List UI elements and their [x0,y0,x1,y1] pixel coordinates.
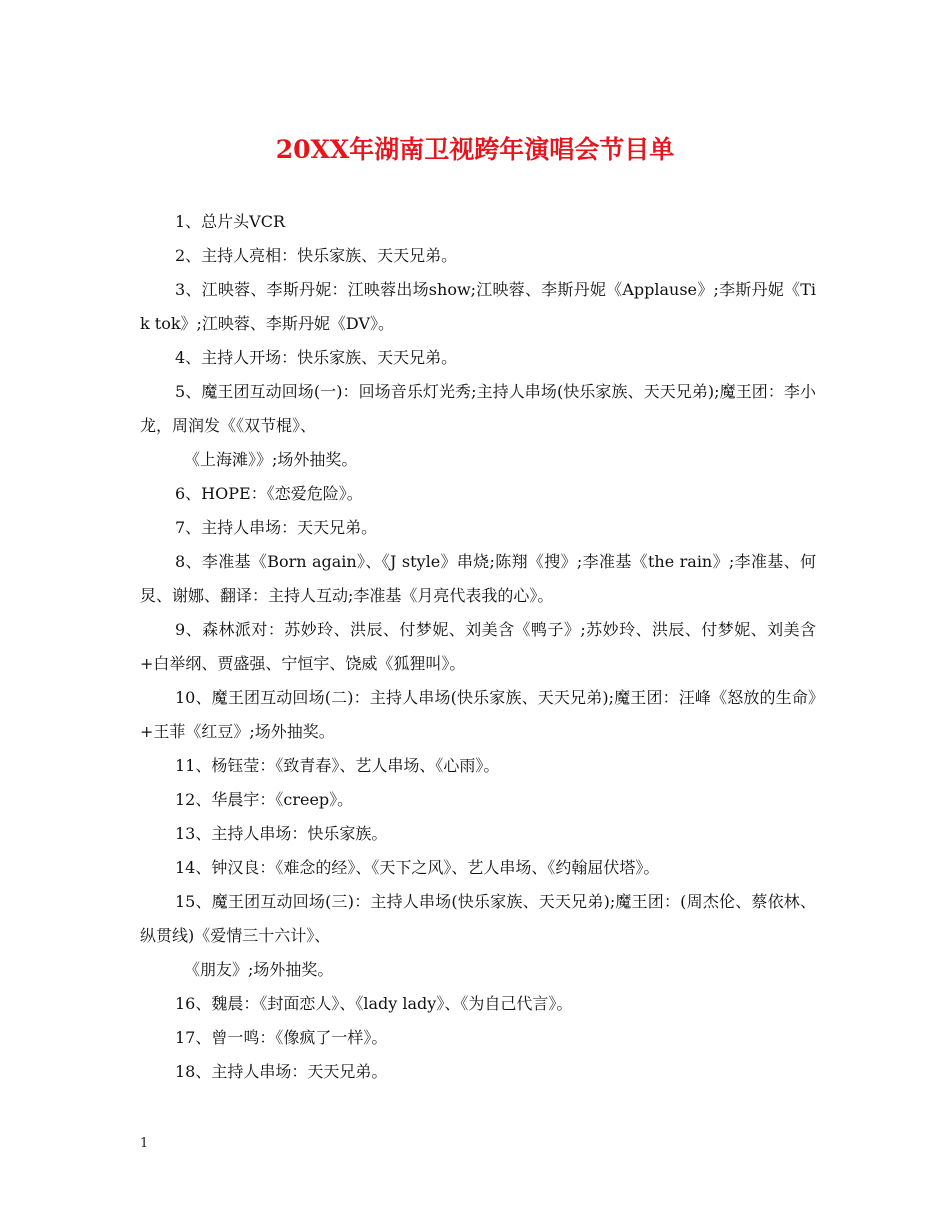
program-item-18: 18、主持人串场：天天兄弟。 [175,1062,388,1081]
program-item-4: 4、主持人开场：快乐家族、天天兄弟。 [175,348,458,367]
program-item-3: 3、江映蓉、李斯丹妮：江映蓉出场show;江映蓉、李斯丹妮《Applause》;李斯丹妮《Tik tok》;江映蓉、李斯丹妮《DV》。 [140,280,816,333]
program-item-16: 16、魏晨：《封面恋人》、《lady lady》、《为自己代言》。 [175,994,573,1013]
program-item-15: 15、魔王团互动回场(三)：主持人串场(快乐家族、天天兄弟);魔王团：(周杰伦、蔡依林、纵贯线)《爱情三十六计》、 [140,892,816,945]
document-title: 20XX年湖南卫视跨年演唱会节目单 [275,135,675,164]
program-item-5-continued: 《上海滩》》;场外抽奖。 [184,450,358,469]
program-list [140,205,816,1089]
program-item-1: 1、总片头VCR [175,212,286,231]
program-item-6: 6、HOPE：《恋爱危险》。 [175,484,363,503]
program-item-15-continued: 《朋友》;场外抽奖。 [184,960,334,979]
program-item-11: 11、杨钰莹：《致青春》、艺人串场、《心雨》。 [175,756,500,775]
program-item-8: 8、李准基《Born again》、《J style》串烧;陈翔《搜》;李准基《the rain》;李准基、何炅、谢娜、翻译：主持人互动;李准基《月亮代表我的心》。 [140,552,816,605]
page-number: 1 [140,1136,149,1151]
program-item-14: 14、钟汉良：《难念的经》、《天下之风》、艺人串场、《约翰屈伏塔》。 [175,858,660,877]
program-item-9: 9、森林派对：苏妙玲、洪辰、付梦妮、刘美含《鸭子》;苏妙玲、洪辰、付梦妮、刘美含+白举纲、贾盛强、宁恒宇、饶威《狐狸叫》。 [140,620,816,673]
program-item-12: 12、华晨宇：《creep》。 [175,790,354,809]
program-item-13: 13、主持人串场：快乐家族。 [175,824,388,843]
program-item-17: 17、曾一鸣：《像疯了一样》。 [175,1028,388,1047]
program-item-5: 5、魔王团互动回场(一)：回场音乐灯光秀;主持人串场(快乐家族、天天兄弟);魔王团：李小龙，周润发《《双节棍》、 [140,382,816,435]
program-item-10: 10、魔王团互动回场(二)：主持人串场(快乐家族、天天兄弟);魔王团：汪峰《怒放的生命》+王菲《红豆》;场外抽奖。 [140,688,816,741]
program-item-7: 7、主持人串场：天天兄弟。 [175,518,378,537]
program-item-2: 2、主持人亮相：快乐家族、天天兄弟。 [175,246,458,265]
